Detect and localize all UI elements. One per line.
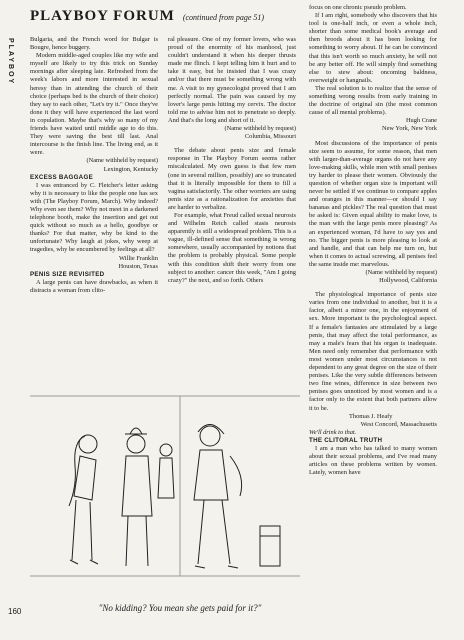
letter-paragraph: If I am right, somebody who discovers that his tool is one-half inch, or even a whole inch, shorter than some medical book's average and then broods about it has been looking for something to worry about. If he can be convinced that this isn't worth so much anxiety, he will not be any better off. He will simply find something else to stew about: oncoming baldness, overweight or hangnails. xyxy=(309,12,437,84)
letter-location: Houston, Texas xyxy=(118,262,158,270)
cartoon-illustration xyxy=(30,376,300,596)
cartoon-caption: "No kidding? You mean she gets paid for it?" xyxy=(98,603,262,613)
letter-paragraph: ral pleasure. One of my former lovers, who was proud of the enormity of his manhood, just couldn't understand it when his deeper thrusts made me flinch. I kept telling him it hurt and to take it easy, but he insisted that I was crazy and/or that there must be something wrong with me. A visit to my gynecologist proved that I am perfectly normal. The pain was caused by my lover's large penis hitting my cervix. The doctor told me to advise him not to penetrate so deeply. And that's the long and short of it. xyxy=(168,36,296,124)
letter-paragraph: I am a man who has talked to many women about their sexual problems, and I've read many articles on these problems written by women. Lately, women have xyxy=(309,444,437,477)
letter-location: West Concord, Massachusetts xyxy=(360,420,437,428)
letter-location: Hollywood, California xyxy=(379,277,437,285)
page-header xyxy=(30,8,310,28)
page-number: 160 xyxy=(8,607,22,616)
editor-note: We'll drink to that. xyxy=(309,428,357,436)
letter-location: Lexington, Kentucky xyxy=(103,165,158,173)
letter-paragraph: The physiological importance of penis size varies from one individual to another, but it is a factor, albeit a minor one, in the enjoyment of sex. More important is the psychological aspect. If a female's fantasies are stimulated by a large penis, that may affect the total performance, as may a male's fears that his organ is inadequate. Men need only remember that performance with most women under most circumstances is not dependent to any great degree on the size of their penises. Like the very subtle differences between two fine wines, difference in size between two penises goes unnoticed by most women and is a factor only to the extent that both partners allow it to be. xyxy=(309,291,437,412)
column-3 xyxy=(309,4,437,626)
section-heading: PENIS SIZE REVISITED xyxy=(30,270,105,278)
letter-location: New York, New York xyxy=(381,125,437,133)
letter-signature: Willie Franklin xyxy=(119,254,158,262)
page-title: PLAYBOY FORUM xyxy=(30,8,175,24)
letter-paragraph: Bulgaria, and the French word for Bulgar is Bougre, hence buggery. xyxy=(30,36,158,52)
letter-location: Columbia, Missouri xyxy=(244,133,296,141)
letter-paragraph: A large penis can have drawbacks, as when it distracts a woman from clito- xyxy=(30,278,158,294)
column-1 xyxy=(30,36,158,336)
letter-signature: Thomas J. Heafy xyxy=(349,412,393,420)
column-2 xyxy=(168,36,296,336)
letter-paragraph: For example, what Freud called sexual neurosis and Wilhelm Reich called stasis neurosis apparently is still a widespread problem. This is a vague, ill-defined sense that something is wrong somewhere, usually accompanied by notions that the problem is probably physical. Some people with this condition shift their worry from one subject to another: cancer this week, "Am I going crazy?" the next, and so forth. Others xyxy=(168,211,296,284)
cartoon-drawing xyxy=(30,376,300,596)
section-heading: THE CLITORAL TRUTH xyxy=(309,436,383,444)
letter-signature: (Name withheld by request) xyxy=(224,125,296,133)
letter-paragraph: The debate about penis size and female response in The Playboy Forum seems rather miscalculated. My own guess is that few men (one in several million, possibly) are so truncated that it is literally impossible for them to fill a vagina satisfactorily. The other worriers are using penis size as a rationalization for anxieties that are harder to verbalize. xyxy=(168,147,296,211)
continued-note: (continued from page 51) xyxy=(182,13,265,22)
section-heading: EXCESS BAGGAGE xyxy=(30,173,93,181)
letter-paragraph: The real solution is to realize that the sense of something wrong results from early training in the doctrine of original sin (the most common cause of all mental problems). xyxy=(309,84,437,117)
letter-signature: Hugh Crane xyxy=(405,117,437,125)
letter-paragraph: I was entranced by C. Fletcher's letter asking why it is necessary to like the people one has sex with (The Playboy Forum, March). Why indeed? Why even see them? Why not meet in a darkened telephone booth, make the insertion and get out quick without so much as a hello, goodbye or thanks? For that matter, why be kind to the unfortunate? Why laugh at jokes, why weep at tragedies, why be encumbered by feelings at all? xyxy=(30,181,158,254)
letter-signature: (Name withheld by request) xyxy=(365,269,437,276)
letter-paragraph: Most discussions of the importance of penis size seem to assume, for some reason, that men with larger-than-average organs do not have any love-making skills, while men with small penises try harder to please their women. Obviously the question of whether organ size is important will never be settled if we continue to compare apples and oranges in this manner—or should I say bananas and pickles? The real question that must be asked is: Given equal ability to make love, is the man with the large penis more pleasing? As an experienced woman, I'd have to say yes and no. The bigger penis is more pleasing to look at and handle, and that can help me turn on, but when it comes to actual screwing, all penises feel the same inside me: marvelous. xyxy=(309,139,437,268)
letter-paragraph: focus on one chronic pseudo problem. xyxy=(309,4,407,11)
letter-paragraph: Modern middle-aged couples like my wife and myself are likely to try this trick on Sunday mornings after sleeping late. Refreshed from the week's labors and more interested in sexual heresy than in attending the church of their choice (perhaps bed is the church of their choice) they say to each other, "Let's try it." Once they've done it they will have experienced the last word in copulation. Maybe that's why so many of my friends have waited until middle age to do this. They were saving the best till last. Anal intercourse is the finish line. The living end, as it were. xyxy=(30,52,158,157)
section-side-tab: PLAYBOY xyxy=(7,38,14,86)
letter-signature: (Name withheld by request) xyxy=(86,157,158,165)
